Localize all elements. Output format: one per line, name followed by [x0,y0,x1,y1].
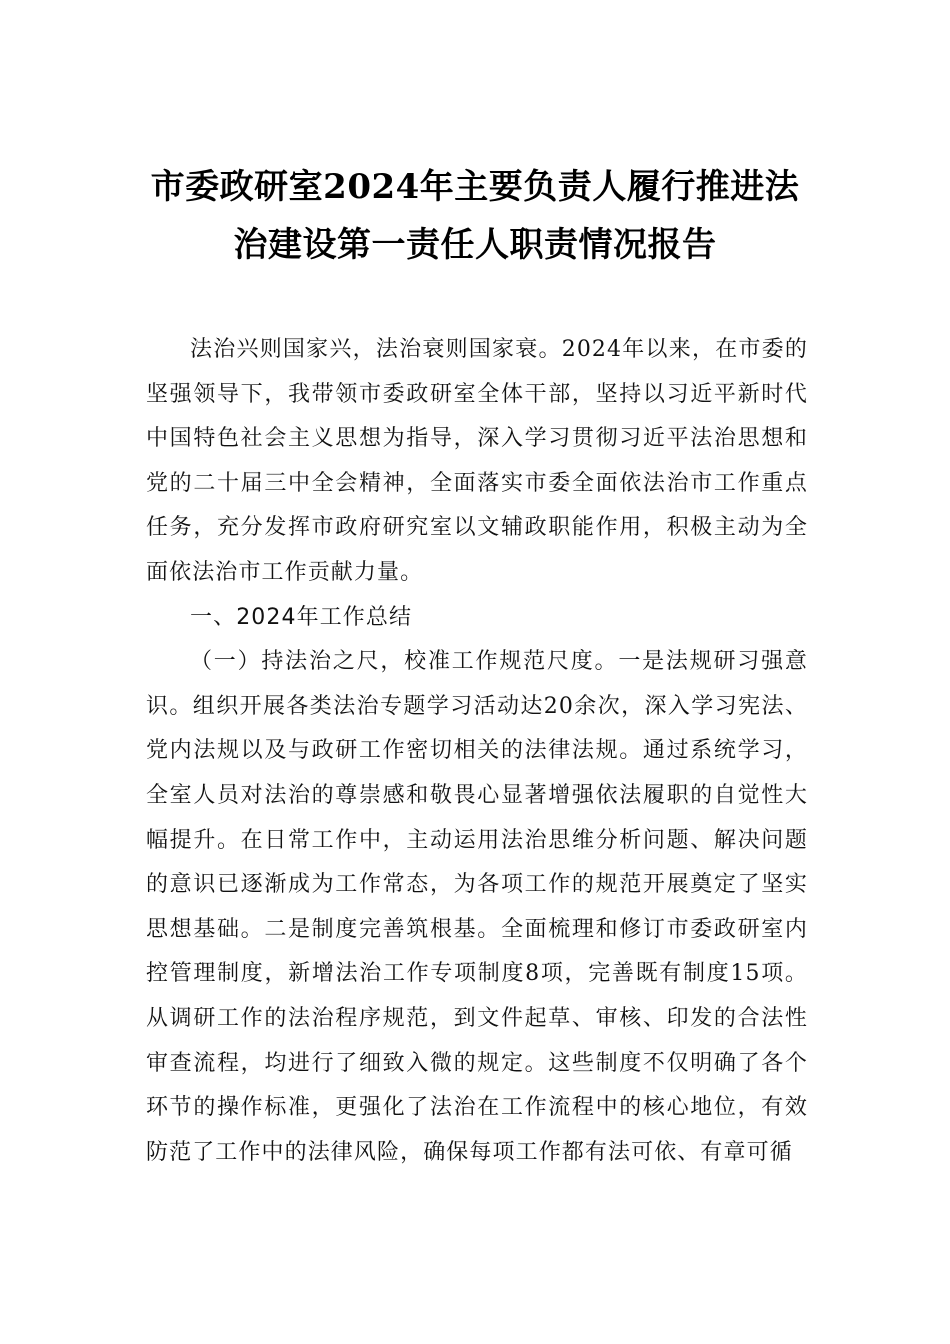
subsection-text-1: 一是法规研习强意识。组织开展各类法治专题学习活动达20余次，深入学习宪法、党内法规以及与政研工作密切相关的法律法规。通过系统学习，全室人员对法治的尊崇感和敬畏心显著增强依法履职的自觉性大幅提升。在日常工作中，主动运用法治思维分析问题、解决问题的意识已逐渐成为工作常态，为各项工作的规范开展奠定了坚实思想基础。二是制度完善筑根基。全面梳理和修订市委政研室内控管理制度，新增法治工作专项制度8项，完善既有制度15项。从调研工作的法治程序规范，到文件起草、审核、印发的合法性审查流程，均进行了细致入微的规定。这些制度不仅明确了各个环节的操作标准，更强化了法治在工作流程中的核心地位，有效防范了工作中的法律风险，确保每项工作都有法可依、有章可循 [146,649,808,1165]
intro-paragraph: 法治兴则国家兴，法治衰则国家衰。2024年以来，在市委的坚强领导下，我带领市委政研室全体干部，坚持以习近平新时代中国特色社会主义思想为指导，深入学习贯彻习近平法治思想和党的二十届三中全会精神，全面落实市委全面依法治市工作重点任务，充分发挥市政府研究室以文辅政职能作用，积极主动为全面依法治市工作贡献力量。 [146,337,808,585]
title-line-2: 治建设第一责任人职责情况报告 [233,225,717,265]
document-body [146,328,808,1175]
subsection-heading-1: （一）持法治之尺，校准工作规范尺度。 [190,649,619,675]
subsection-paragraph-1 [146,640,808,1175]
section-heading-1: 一、2024年工作总结 [190,604,413,630]
title-line-1: 市委政研室2024年主要负责人履行推进法 [150,167,800,207]
document-title [130,158,820,274]
